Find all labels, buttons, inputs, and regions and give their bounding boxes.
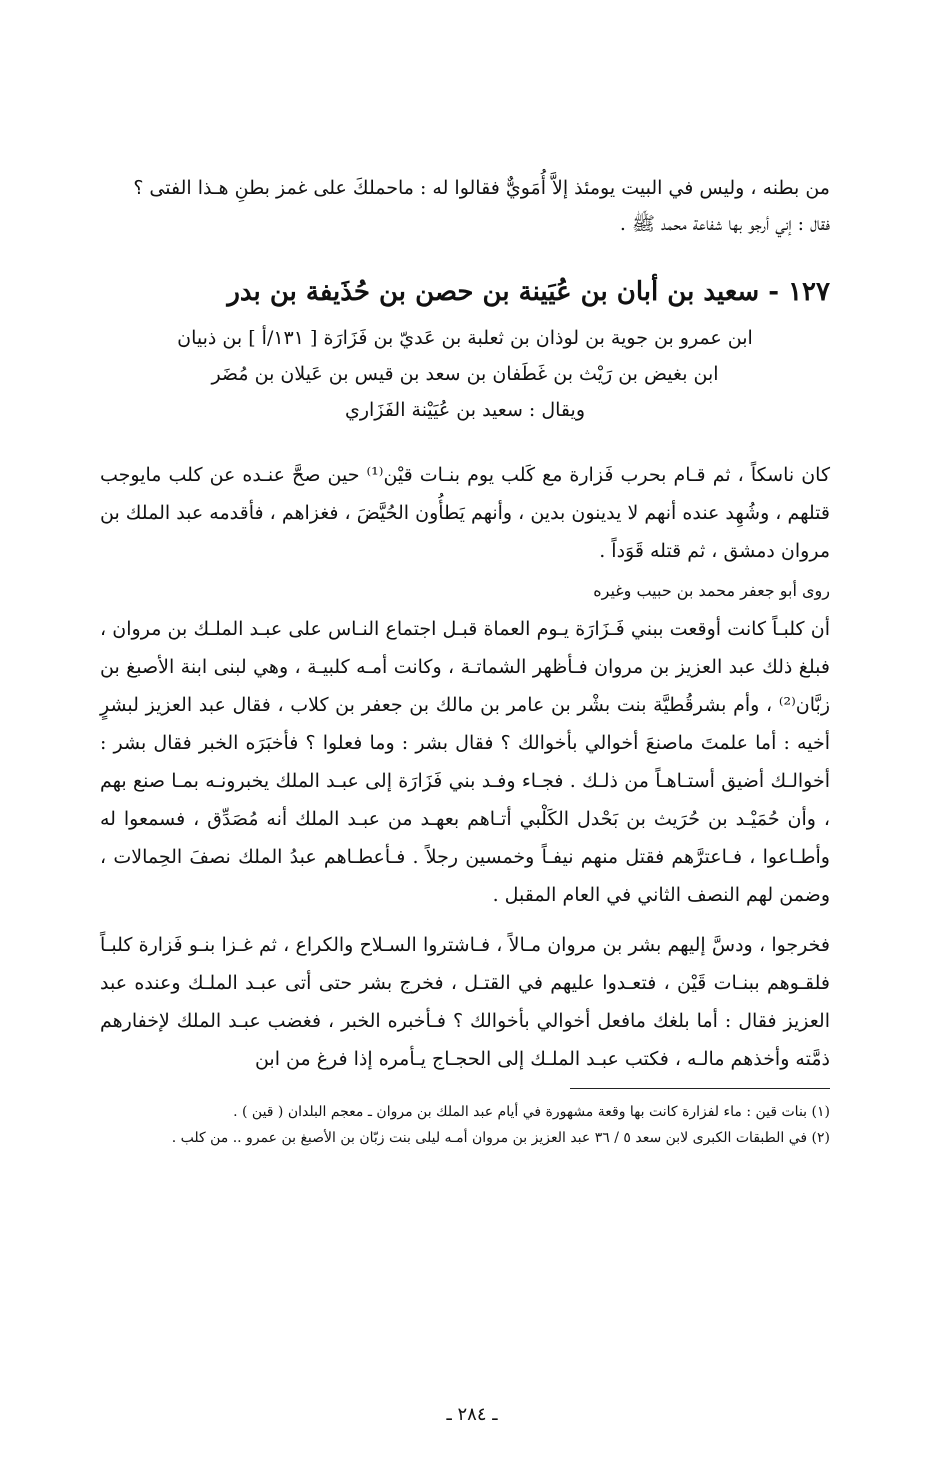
lineage-line-3: ويقال : سعيد بن عُيَيْنة الفَزَاري [344, 399, 586, 421]
lineage-line-1: ابن عمرو بن جوية بن لوذان بن ثعلبة بن عَديّ بن فَزَارَة [ ١٣١/أ ] بن ذبيان [177, 327, 753, 349]
page-content [100, 170, 830, 1151]
footnote-1: (١) بنات قين : ماء لفزارة كانت بها وقعة مشهورة في أيام عبد الملك بن مروان ـ معجم البلدان ( قين ) . [233, 1104, 830, 1120]
lineage-line-2: ابن بغيض بن رَيْث بن غَطَفان بن سعد بن قيس بن عَيلان بن مُضَر [211, 363, 719, 385]
body-paragraph-2: أن كلبـاً كانت أوقعت ببني فَـزَارَة يـوم العماة قبـل اجتماع النـاس على عبـد الملـك بن مروان ، فبلغ ذلك عبد العزيز بن مروان فـأظهر الشماتـة ، وكانت أمـه كلبيـة ، وهي لبنى ابنة الأصبغ بن زبَّان⁽²⁾ ، وأم بشرقُطيَّة بنت بشْر بن عامر بن مالك بن جعفر بن كلاب ، فقال عبد العزيز لبشرٍ أخيه : أما علمتَ ماصنعَ أخوالي بأخوالك ؟ فقال بشر : وما فعلوا ؟ فأخبَرَه الخبر فقال بشر : أخوالـك أضيق أستـاهـاً من ذلـك . فجـاء وفـد بني فَزَارَة إلى عبـد الملك يخبرونـه بمـا صنع بهم ، وأن حُمَيْـد بن حُرَيث بن بَحْدل الكَلْبي أتـاهم بعهـد من عبـد الملك أنه مُصَدِّق ، فسمعوا له وأطـاعوا ، فـاعترَّهم فقتل منهم نيفـاً وخمسين رجلاً . فـأعطـاهم عبدُ الملك نصفَ الحِمالات ، وضمن لهم النصف الثاني في العام المقبل . [100, 618, 830, 906]
narrator-line: روى أبو جعفر محمد بن حبيب وغيره [593, 581, 830, 600]
entry-title: ١٢٧ - سعيد بن أبان بن عُيَينة بن حصن بن حُذَيفة بن بدر [227, 277, 830, 307]
intro-block [100, 170, 830, 242]
intro-line-2: فقال : إني أرجو بها شفاعة محمد ﷺ . [619, 213, 830, 235]
body-paragraph-1: كان ناسكاً ، ثم قـام بحرب فَزارة مع كَلب يوم بنـات قيْن⁽¹⁾ حين صحَّ عنـده عن كلب مايوجب قتلهم ، وشُهِد عنده أنهم لا يدينون بدين ، وأنهم يَطأُون الحُيَّضَ ، فغزاهم ، فأقدمه عبد الملك بن مروان دمشق ، ثم قتله قَوَداً . [100, 464, 830, 562]
intro-line-1: من بطنه ، وليس في البيت يومئذ إلاَّ أُمَويٌّ فقالوا له : ماحملكَ على غمز بطنِ هـذا الفتى ؟ [133, 177, 830, 199]
entry-lineage [100, 320, 830, 428]
footnote-divider [570, 1088, 830, 1089]
page-number: ـ ٢٨٤ ـ [446, 1404, 498, 1425]
footnote-2: (٢) في الطبقات الكبرى لابن سعد ٥ / ٣٦ عبد العزيز بن مروان أمـه ليلى بنت زبّان بن الأصبغ بن عمرو .. من كلب . [171, 1130, 830, 1146]
body-paragraph-3: فخرجوا ، ودسَّ إليهم بشر بن مروان مـالاً ، فـاشتروا السـلاح والكراع ، ثم غـزا بنـو فَزارة كلبـاً فلقـوهم ببنـات قَيْن ، فتعـدوا عليهم في القتـل ، فخرج بشر حتى أتى عبـد الملـك وعنده عبد العزيز فقال : أما بلغك مافعل أخوالي بأخوالك ؟ فـأخبره الخبر ، فغضب عبـد الملك لإخفارهم ذمَّته وأخذهم مالـه ، فكتب عبـد الملـك إلى الحجـاج يـأمره إذا فرغ من ابن [100, 934, 830, 1070]
